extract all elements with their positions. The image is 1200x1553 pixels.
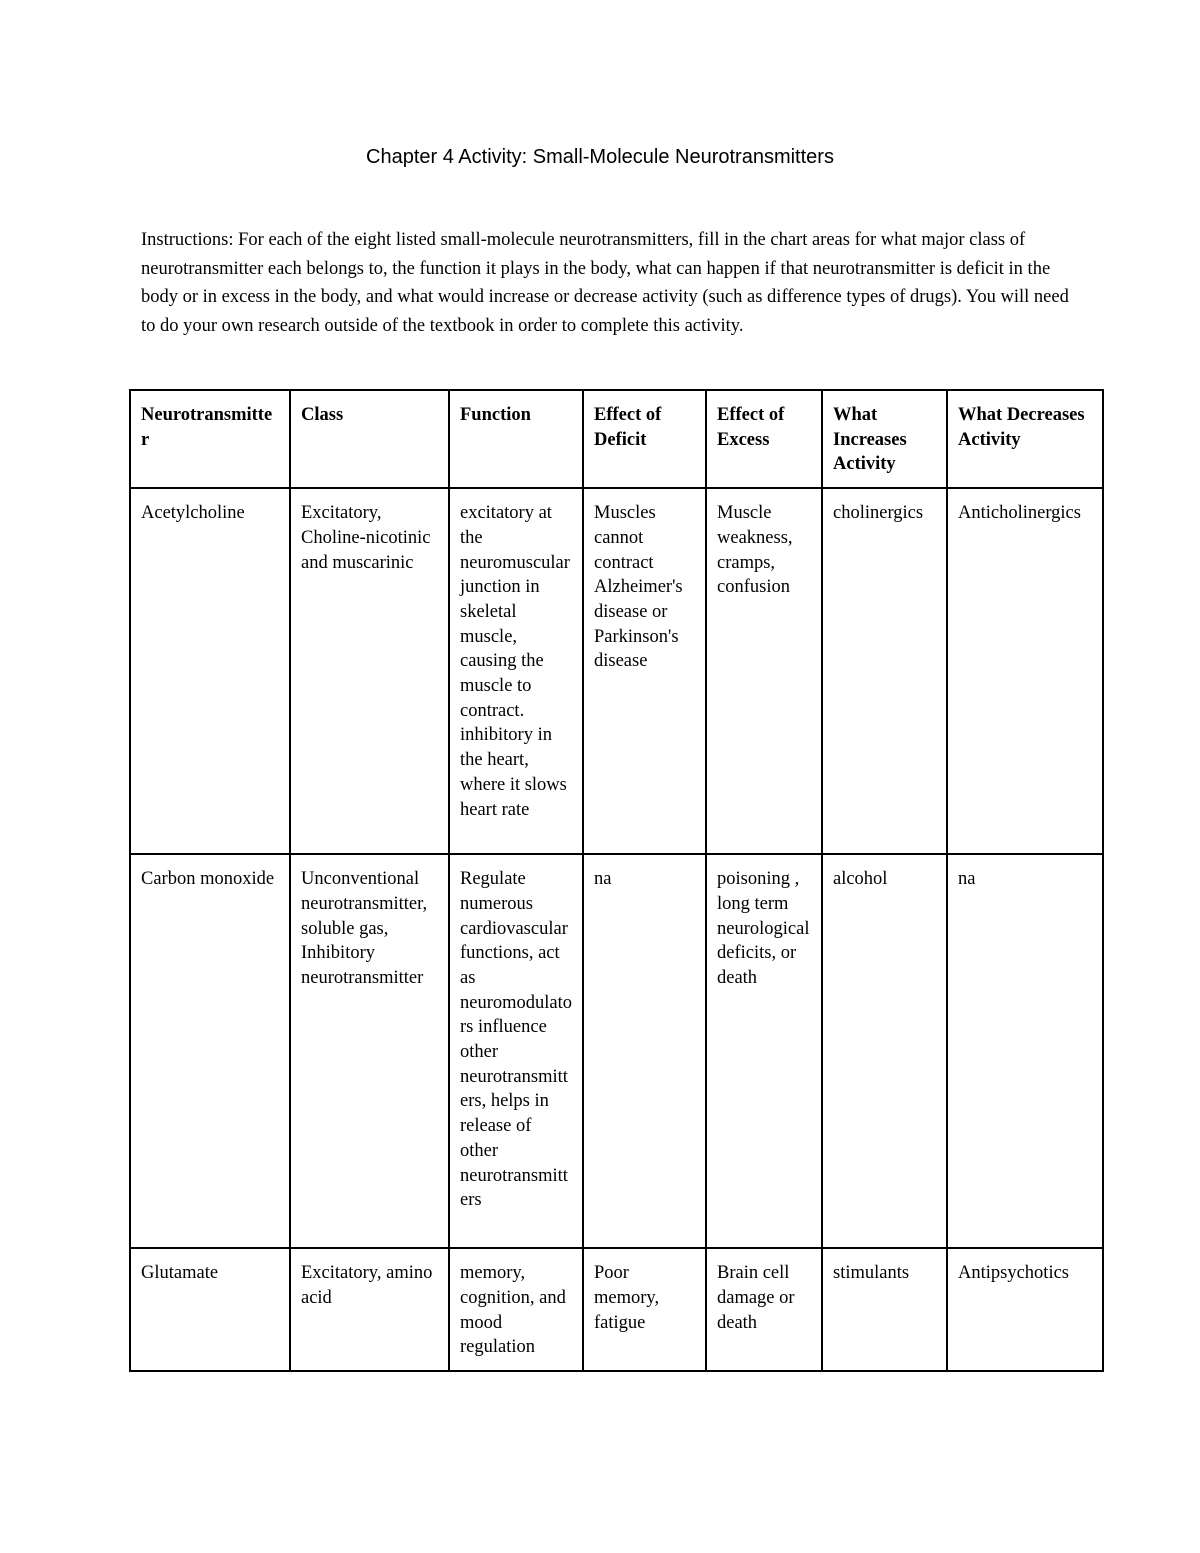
- header-what-decreases-activity: What Decreases Activity: [947, 390, 1103, 488]
- table-row: [130, 854, 1103, 1248]
- header-neurotransmitter: Neurotransmitter: [130, 390, 290, 488]
- header-effect-of-deficit: Effect of Deficit: [583, 390, 706, 488]
- cell-what-decreases-activity: na: [947, 854, 1103, 1248]
- cell-function: memory, cognition, and mood regulation: [449, 1248, 583, 1371]
- cell-neurotransmitter: Glutamate: [130, 1248, 290, 1371]
- cell-function: Regulate numerous cardiovascular functions, act as neuromodulators influence other neurotransmitters, helps in release of other neurotransmitters: [449, 854, 583, 1248]
- cell-effect-of-excess: Muscle weakness, cramps, confusion: [706, 488, 822, 854]
- instructions-paragraph: Instructions: For each of the eight listed small-molecule neurotransmitters, fill in the chart areas for what major class of neurotransmitter each belongs to, the function it plays in the body, what can happen if that neurotransmitter is deficit in the body or in excess in the body, and what would increase or decrease activity (such as difference types of drugs). You will need to do your own research outside of the textbook in order to complete this activity.: [141, 230, 1069, 336]
- neurotransmitter-table: [129, 389, 1104, 1372]
- table-header-row: [130, 390, 1103, 488]
- table-row: [130, 1248, 1103, 1371]
- cell-what-decreases-activity: Anticholinergics: [947, 488, 1103, 854]
- header-what-increases-activity: What Increases Activity: [822, 390, 947, 488]
- cell-effect-of-deficit: Muscles cannot contract Alzheimer's disease or Parkinson's disease: [583, 488, 706, 854]
- cell-neurotransmitter: Carbon monoxide: [130, 854, 290, 1248]
- table-row: [130, 488, 1103, 854]
- cell-what-increases-activity: cholinergics: [822, 488, 947, 854]
- cell-class: Excitatory, amino acid: [290, 1248, 449, 1371]
- header-function: Function: [449, 390, 583, 488]
- page-title: Chapter 4 Activity: Small-Molecule Neurotransmitters: [366, 146, 834, 168]
- cell-what-decreases-activity: Antipsychotics: [947, 1248, 1103, 1371]
- cell-effect-of-excess: poisoning , long term neurological deficits, or death: [706, 854, 822, 1248]
- cell-neurotransmitter: Acetylcholine: [130, 488, 290, 854]
- cell-effect-of-excess: Brain cell damage or death: [706, 1248, 822, 1371]
- cell-function: excitatory at the neuromuscular junction in skeletal muscle, causing the muscle to contract. inhibitory in the heart, where it slows heart rate: [449, 488, 583, 854]
- header-effect-of-excess: Effect of Excess: [706, 390, 822, 488]
- cell-class: Unconventional neurotransmitter, soluble gas, Inhibitory neurotransmitter: [290, 854, 449, 1248]
- cell-effect-of-deficit: Poor memory, fatigue: [583, 1248, 706, 1371]
- cell-what-increases-activity: alcohol: [822, 854, 947, 1248]
- cell-class: Excitatory, Choline-nicotinic and muscarinic: [290, 488, 449, 854]
- cell-effect-of-deficit: na: [583, 854, 706, 1248]
- cell-what-increases-activity: stimulants: [822, 1248, 947, 1371]
- header-class: Class: [290, 390, 449, 488]
